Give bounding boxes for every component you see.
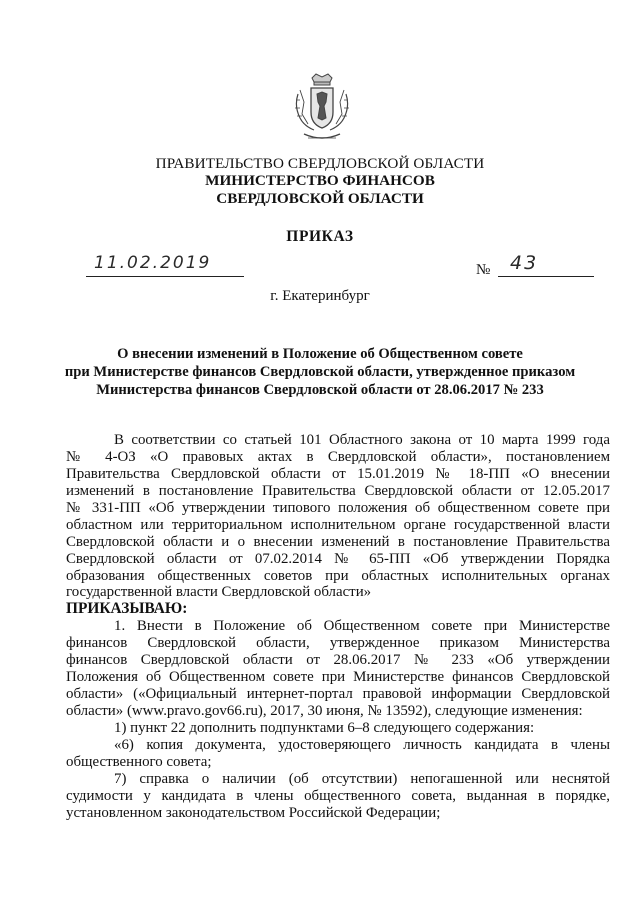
handwritten-number: 43 bbox=[510, 252, 539, 274]
subject-line-2: при Министерстве финансов Свердловской области, утвержденное приказом bbox=[64, 364, 576, 380]
body-line: финансов Свердловской области от 28.06.2017 № 233 «Об утверждении bbox=[66, 652, 610, 669]
body-line: Положения об Общественном совете при Министерстве финансов Свердловской bbox=[66, 669, 610, 686]
document-body bbox=[66, 432, 610, 822]
number-field bbox=[498, 252, 594, 277]
body-line: изменений в постановление Правительства Свердловской области от 12.05.2017 bbox=[66, 482, 610, 499]
body-line: областном или территориальном исполнительном органе государственной власти bbox=[66, 516, 610, 533]
body-line: области» («Официальный интернет-портал правовой информации Свердловской bbox=[66, 686, 610, 703]
ministry-name-line1: МИНИСТЕРСТВО ФИНАНСОВ bbox=[205, 172, 435, 189]
body-line: 1. Внести в Положение об Общественном совете при Министерстве bbox=[114, 618, 610, 635]
subject-line-1: О внесении изменений в Положение об Общественном совете bbox=[117, 346, 523, 362]
body-line: Свердловской области и о внесении изменений в постановление Правительства bbox=[66, 533, 610, 550]
body-line: № 4-ОЗ «О правовых актах в Свердловской области», постановлением bbox=[66, 448, 610, 465]
body-line: судимости у кандидата в члены общественного совета, выданная в порядке, bbox=[66, 787, 610, 804]
ministry-name-line2: СВЕРДЛОВСКОЙ ОБЛАСТИ bbox=[216, 190, 424, 207]
body-line: финансов Свердловской области, утвержденное приказом Министерства bbox=[66, 635, 610, 652]
number-label: № bbox=[476, 262, 491, 278]
body-line: Правительства Свердловской области от 15.01.2019 № 18-ПП «О внесении bbox=[66, 465, 610, 482]
body-line: № 331-ПП «Об утверждении типового положения об общественном совете при bbox=[66, 499, 610, 516]
body-line: Свердловской области от 07.02.2014 № 65-ПП «Об утверждении Порядка bbox=[66, 550, 610, 567]
document-type-title: ПРИКАЗ bbox=[286, 228, 354, 245]
coat-of-arms-icon bbox=[290, 72, 354, 146]
body-line: «6) копия документа, удостоверяющего личность кандидата в члены bbox=[114, 736, 610, 753]
handwritten-date: 11.02.2019 bbox=[94, 253, 212, 273]
date-field bbox=[86, 252, 244, 277]
body-line: общественного совета; bbox=[66, 753, 212, 770]
order-keyword: ПРИКАЗЫВАЮ: bbox=[66, 601, 188, 618]
body-line: государственной власти Свердловской области» bbox=[66, 584, 372, 601]
body-line: области» (www.pravo.gov66.ru), 2017, 30 июня, № 13592), следующие изменения: bbox=[66, 703, 583, 719]
body-line: образования общественных советов при областных исполнительных органах bbox=[66, 567, 610, 584]
body-line: установленном законодательством Российской Федерации; bbox=[66, 804, 441, 821]
body-line: 1) пункт 22 дополнить подпунктами 6–8 следующего содержания: bbox=[114, 719, 535, 736]
city-name: г. Екатеринбург bbox=[270, 288, 370, 304]
government-name: ПРАВИТЕЛЬСТВО СВЕРДЛОВСКОЙ ОБЛАСТИ bbox=[155, 155, 485, 172]
body-line: 7) справка о наличии (об отсутствии) непогашенной или неснятой bbox=[114, 770, 610, 787]
body-line: В соответствии со статьей 101 Областного закона от 10 марта 1999 года bbox=[114, 432, 610, 448]
subject-line-3: Министерства финансов Свердловской области от 28.06.2017 № 233 bbox=[96, 382, 544, 398]
